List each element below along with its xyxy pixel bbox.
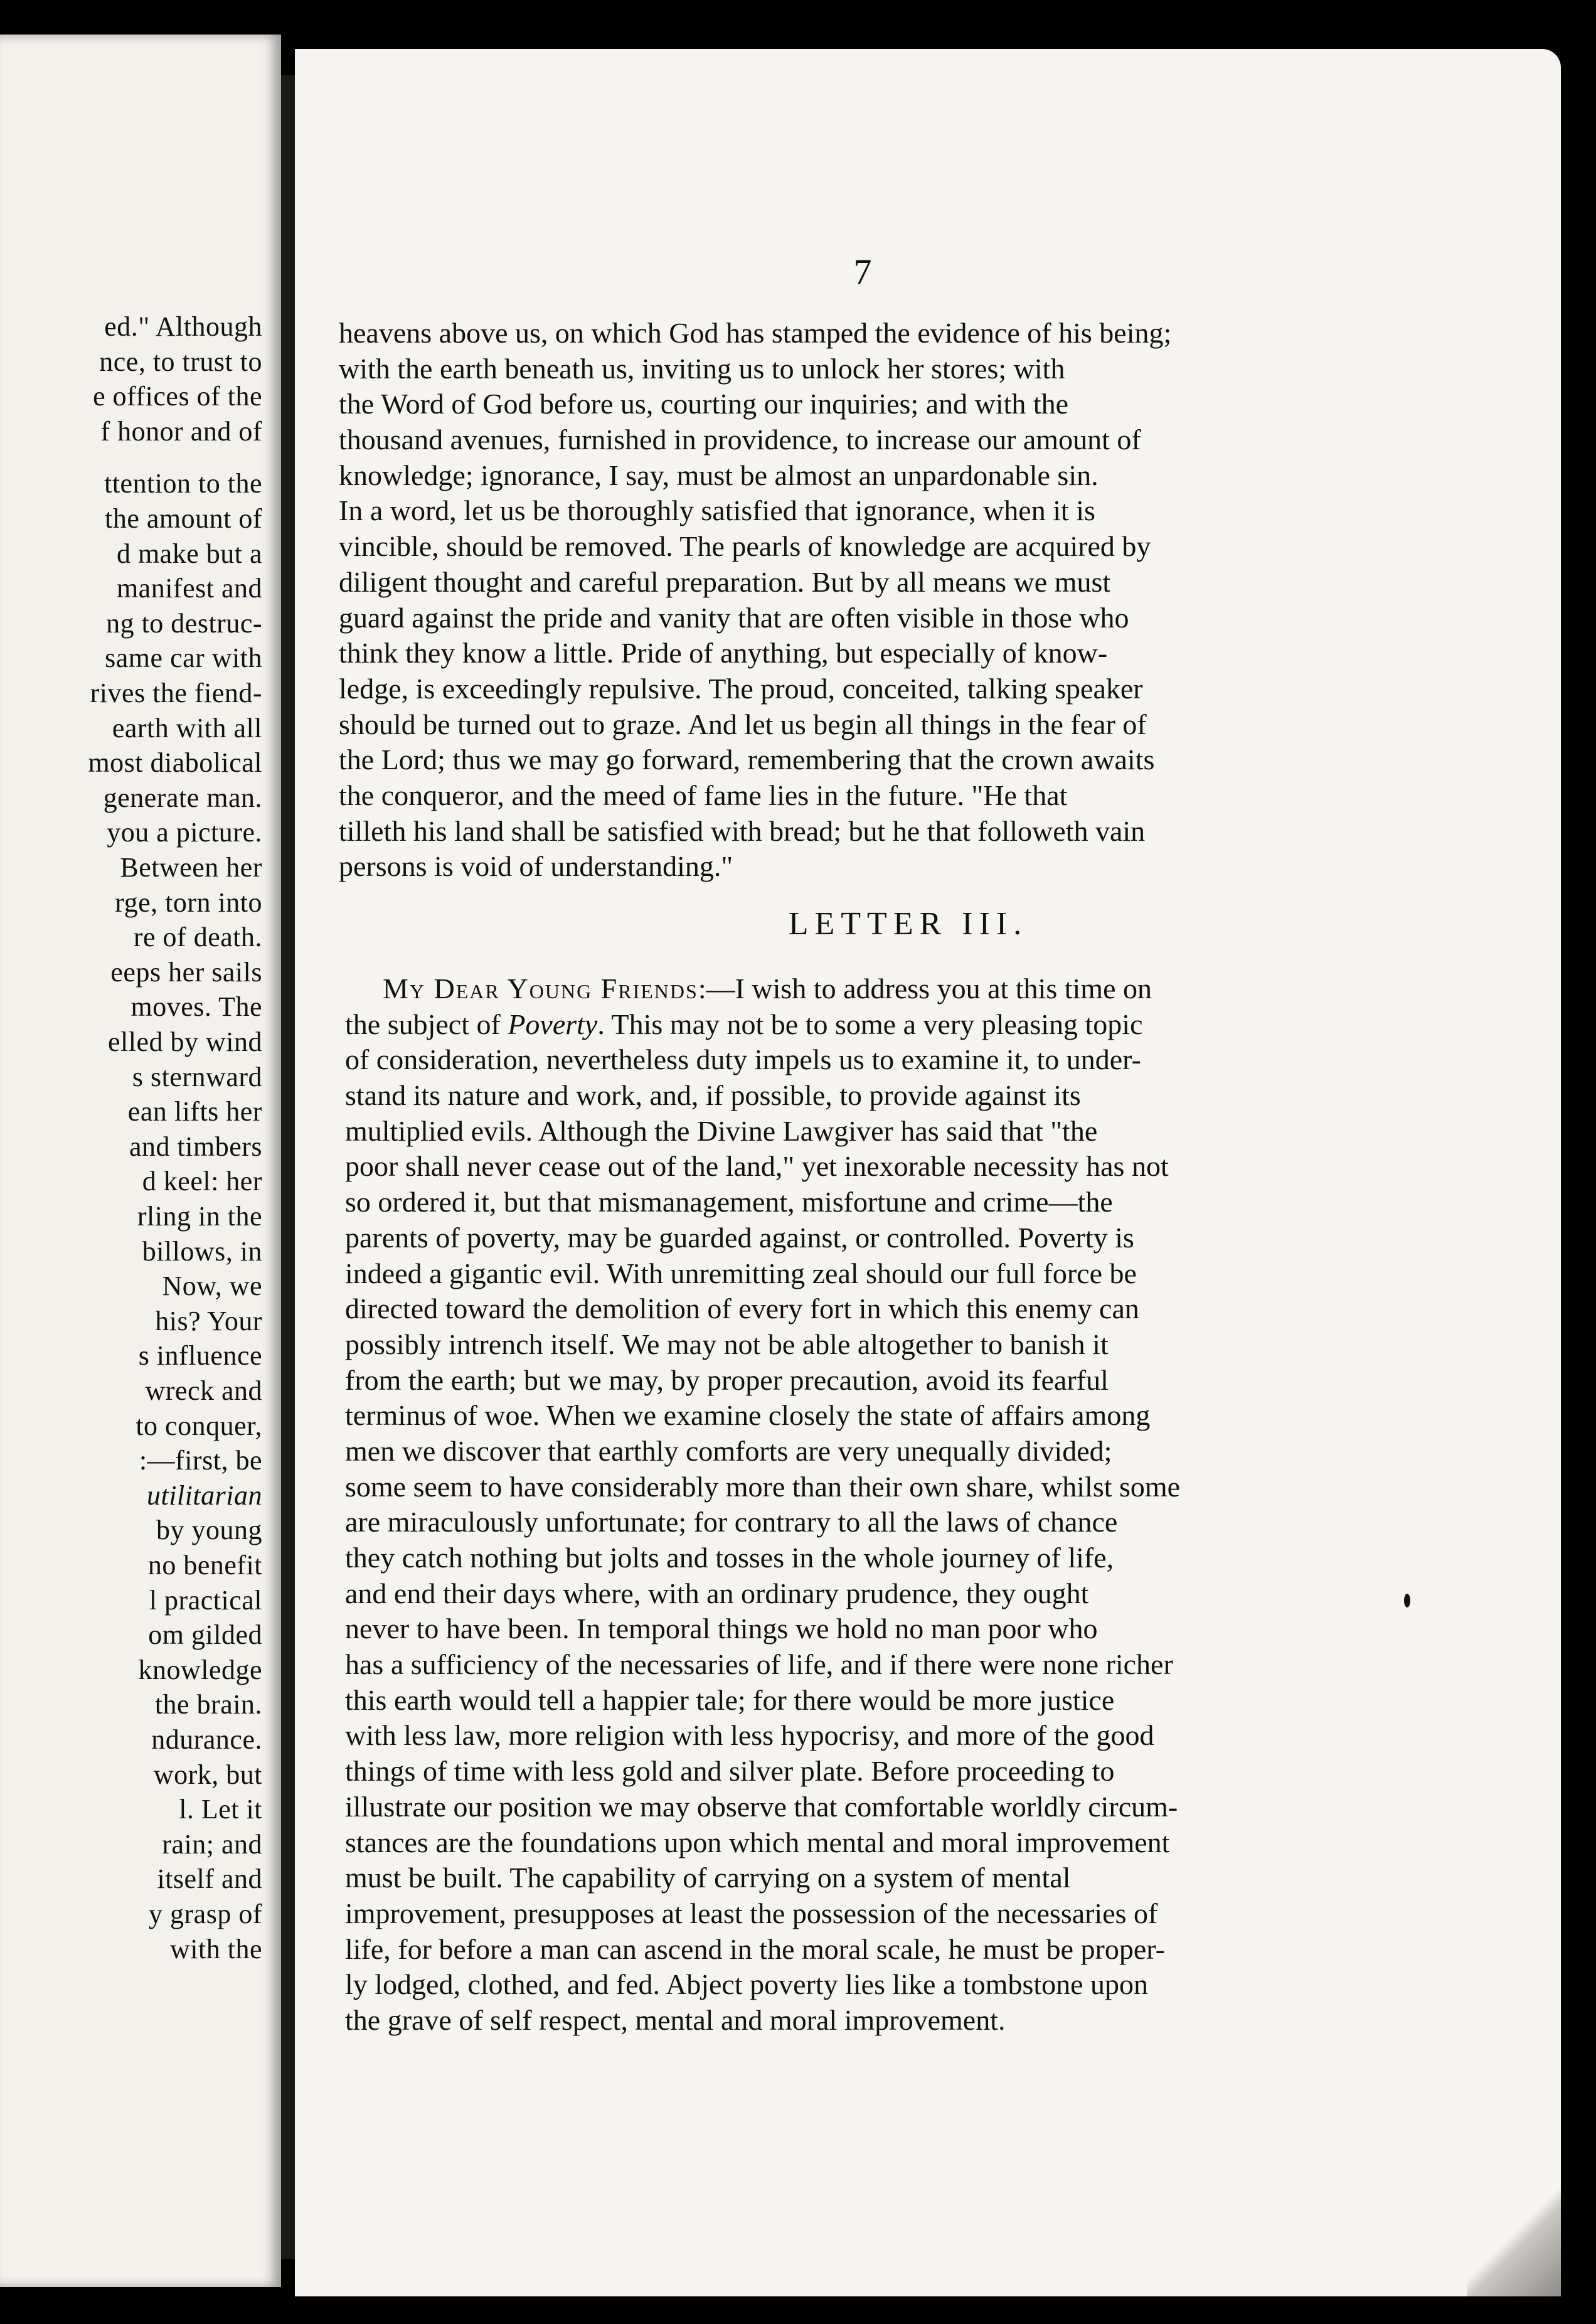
ink-mark <box>1404 1594 1410 1607</box>
text-line: must be built. The capability of carrying on a system of mental <box>345 1862 1071 1894</box>
text-line: moves. The <box>130 991 262 1023</box>
text-line: eeps her sails <box>110 956 262 988</box>
text-line: most diabolical <box>88 747 262 779</box>
left-page <box>0 35 281 2287</box>
text-line: the Word of God before us, courting our inquiries; and with the <box>339 388 1069 420</box>
text-line: heavens above us, on which God has stamped the evidence of his being; <box>339 317 1172 349</box>
text-line: and timbers <box>129 1131 262 1162</box>
right-page <box>295 49 1561 2296</box>
text-line: tilleth his land shall be satisfied with bread; but he that followeth vain <box>339 814 1146 847</box>
text-line: stances are the foundations upon which mental and moral improvement <box>345 1826 1170 1858</box>
text-line: think they know a little. Pride of anything, but especially of know- <box>339 637 1108 669</box>
text-line: from the earth; but we may, by proper precaution, avoid its fearful <box>345 1363 1109 1396</box>
text-run: . This may not be to some a very pleasing topic <box>597 1008 1143 1040</box>
text-line: the brain. <box>154 1689 262 1720</box>
text-line: never to have been. In temporal things we hold no man poor who <box>345 1612 1098 1645</box>
text-line: life, for before a man can ascend in the moral scale, he must be proper- <box>345 1932 1165 1965</box>
text-line: Now, we <box>162 1271 262 1302</box>
text-line: y grasp of <box>149 1899 262 1929</box>
text-line: rling in the <box>137 1201 262 1232</box>
text-line: ean lifts her <box>127 1096 262 1127</box>
text-line: ng to destruc- <box>106 607 262 639</box>
page-number: 7 <box>853 252 872 292</box>
text-line: so ordered it, but that mismanagement, misfortune and crime—the <box>345 1186 1113 1218</box>
text-line: elled by wind <box>107 1026 262 1057</box>
text-line: the amount of <box>105 503 262 534</box>
book-gutter <box>281 75 295 2259</box>
text-line: some seem to have considerably more than their own share, whilst some <box>345 1470 1181 1503</box>
text-line: indeed a gigantic evil. With unremitting zeal should our full force be <box>345 1257 1137 1289</box>
text-line: persons is void of understanding." <box>339 850 733 883</box>
text-line <box>345 971 1427 1007</box>
text-line: f honor and of <box>100 415 262 447</box>
text-line: e offices of the <box>93 381 262 412</box>
text-line: to conquer, <box>136 1410 262 1441</box>
text-run: the subject of <box>345 1008 508 1040</box>
text-line: om gilded <box>148 1619 262 1651</box>
text-line: manifest and <box>116 573 262 604</box>
text-line: should be turned out to graze. And let us begin all things in the fear of <box>339 708 1147 740</box>
text-line: and end their days where, with an ordinary prudence, they ought <box>345 1577 1089 1609</box>
text-line: with less law, more religion with less hypocrisy, and more of the good <box>345 1719 1154 1752</box>
text-line: s influence <box>138 1340 262 1372</box>
text-line: things of time with less gold and silver plate. Before proceeding to <box>345 1755 1115 1788</box>
text-line: with the earth beneath us, inviting us to unlock her stores; with <box>339 352 1065 385</box>
emphasis-poverty: Poverty <box>508 1008 598 1040</box>
letter-body <box>345 971 1427 2039</box>
text-line: l. Let it <box>179 1794 262 1825</box>
text-line: re of death. <box>133 922 262 953</box>
salutation: My Dear Young Friends <box>383 973 698 1005</box>
text-line: no benefit <box>147 1550 262 1580</box>
text-line: ledge, is exceedingly repulsive. The proud, conceited, talking speaker <box>339 672 1143 705</box>
text-line: this earth would tell a happier tale; for there would be more justice <box>345 1683 1115 1716</box>
text-line: terminus of woe. When we examine closely the state of affairs among <box>345 1399 1151 1432</box>
text-line: with the <box>170 1933 262 1964</box>
text-line: the Lord; thus we may go forward, remembering that the crown awaits <box>339 744 1155 776</box>
text-line: the grave of self respect, mental and moral improvement. <box>345 2003 1006 2036</box>
text-line: are miraculously unfortunate; for contrary to all the laws of chance <box>345 1506 1118 1538</box>
text-line: rain; and <box>162 1828 262 1860</box>
text-line: the conqueror, and the meed of fame lies in the future. "He that <box>339 779 1068 811</box>
text-run: :—I wish to address you at this time on <box>698 973 1152 1005</box>
text-line: l practical <box>149 1584 262 1616</box>
text-line: vincible, should be removed. The pearls of knowledge are acquired by <box>339 530 1151 563</box>
text-line: they catch nothing but jolts and tosses in the whole journey of life, <box>345 1542 1114 1574</box>
text-line: same car with <box>105 642 262 674</box>
letter-heading: LETTER III. <box>788 906 1028 942</box>
text-line: earth with all <box>112 712 262 744</box>
text-line: ttention to the <box>104 468 262 499</box>
text-line: d keel: her <box>142 1166 262 1197</box>
text-line: s sternward <box>132 1061 262 1092</box>
text-line: rives the fiend- <box>90 678 262 708</box>
text-line: rge, torn into <box>115 887 262 918</box>
text-line: parents of poverty, may be guarded against, or controlled. Poverty is <box>345 1221 1134 1254</box>
text-line: In a word, let us be thoroughly satisfied that ignorance, when it is <box>339 494 1095 527</box>
text-line: ed." Although <box>104 311 262 342</box>
text-line: possibly intrench itself. We may not be able altogether to banish it <box>345 1328 1109 1360</box>
text-line: directed toward the demolition of every fort in which this enemy can <box>345 1293 1139 1325</box>
text-line: men we discover that earthly comforts are very unequally divided; <box>345 1434 1112 1467</box>
letter-body-lines <box>345 1042 1427 2038</box>
text-line: knowledge; ignorance, I say, must be almost an unpardonable sin. <box>339 459 1099 491</box>
text-line: stand its nature and work, and, if possible, to provide against its <box>345 1079 1081 1112</box>
text-line: knowledge <box>138 1654 262 1685</box>
text-line: nce, to trust to <box>99 346 262 377</box>
text-line: wreck and <box>145 1375 262 1406</box>
text-line: thousand avenues, furnished in providence, to increase our amount of <box>339 424 1141 456</box>
text-line: illustrate our position we may observe that comfortable worldly circum- <box>345 1790 1178 1823</box>
text-line: his? Your <box>155 1305 262 1336</box>
page-corner-wear <box>1467 2190 1561 2296</box>
text-line: billows, in <box>142 1235 262 1267</box>
text-line: multiplied evils. Although the Divine Lawgiver has said that "the <box>345 1114 1098 1147</box>
text-line: :—first, be <box>139 1445 262 1476</box>
text-line: d make but a <box>116 538 262 569</box>
text-line: work, but <box>153 1759 262 1790</box>
text-line: utilitarian <box>147 1479 262 1511</box>
text-line <box>345 1007 1427 1043</box>
text-line: of consideration, nevertheless duty impels us to examine it, to under- <box>345 1043 1141 1076</box>
text-line: ly lodged, clothed, and fed. Abject poverty lies like a tombstone upon <box>345 1968 1149 2001</box>
text-line: guard against the pride and vanity that are often visible in those who <box>339 601 1129 634</box>
text-line: by young <box>156 1515 262 1546</box>
text-line: diligent thought and careful preparation. But by all means we must <box>339 565 1111 598</box>
text-line: you a picture. <box>107 817 262 848</box>
text-line: generate man. <box>103 782 262 813</box>
paragraph-continued <box>339 316 1415 885</box>
text-line: itself and <box>157 1863 262 1895</box>
text-line: poor shall never cease out of the land," yet inexorable necessity has not <box>345 1150 1169 1183</box>
text-line: ndurance. <box>151 1724 262 1755</box>
text-line: Between her <box>120 852 262 883</box>
text-line: has a sufficiency of the necessaries of life, and if there were none richer <box>345 1648 1173 1681</box>
text-line: improvement, presupposes at least the possession of the necessaries of <box>345 1897 1158 1929</box>
